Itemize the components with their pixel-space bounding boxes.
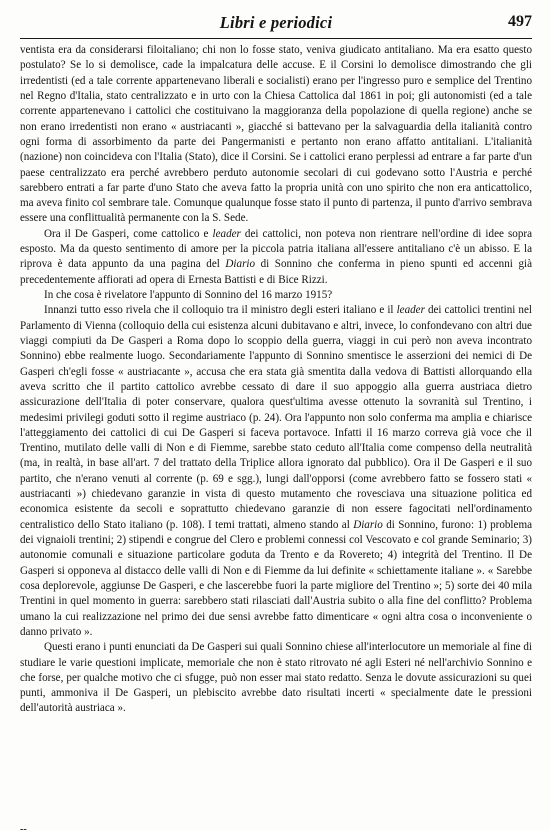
paragraph xyxy=(20,640,532,717)
paragraph xyxy=(20,43,532,227)
text-run: dei cattolici trentini nel Parlamento di Vienna (colloquio della cui esistenza alcuni dubitavano e altri, invece, lo confondevano con altri due viaggi compiuti da De Gasperi a Roma dopo lo scoppio della guerra, viaggi in cui però non aveva incontrato Sonnino) ebbe realmente luogo. Secondariamente l'appunto di Sonnino smentisce le asserzioni dei nemici di De Gasperi ch'egli fosse « austriacante », accusa che era stata già smentita dalla vedova di Battisti allorquando ella aveva scritto che il partito cattolico avrebbe cessato di dare il suo appoggio alla guerra austriaca dietro assicurazione dell'Italia di poter conservare, qualora quest'ultima avesse ottenuto la sovranità sul Trentino, i medesimi privilegi goduti sotto il regime austriaco (p. 24). Ora l'appunto non solo conferma ma amplia e chiarisce l'atteggiamento dei cattolici di cui De Gasperi si faceva portavoce. Infatti il 16 marzo correva già voce che il Trentino, mutilato delle valli di Non e di Fiemme, sarebbe stato ceduto all'Italia come compenso della neutralità (ma, in realtà, in base all'art. 7 del trattato della Triplice allora ignorato dal pubblico). Ora il De Gasperi e il suo partito, che n'erano venuti al corrente (p. 69 e sgg.), lungi dall'opporsi (come avrebbero fatto se fossero stati « austriacanti ») chiedevano garanzie in vista di questo mutamento che rovesciava una situazione politica ed economica esistente da secoli e soprattutto chiedevano garanzie di non essere fagocitati nell'ordinamento centralistico dello Stato italiano (p. 108). I temi trattati, almeno stando al xyxy=(20,304,532,531)
italic-term: leader xyxy=(396,304,425,317)
paragraph xyxy=(20,303,532,640)
text-run: Ora il De Gasperi, come cattolico e xyxy=(44,227,213,240)
body-text xyxy=(20,43,532,717)
text-run: di Sonnino che conferma in pieno spunti ed accenni già precedentemente affiorati ad opera di Ernesta Battisti e di Bice Rizzi. xyxy=(20,258,532,286)
paragraph xyxy=(20,227,532,288)
header-rule xyxy=(20,38,532,39)
running-title: Libri e periodici xyxy=(219,13,333,32)
footnote-mark: ‑‑ xyxy=(20,824,27,835)
text-run: di Sonnino, furono: 1) problema dei vignaioli trentini; 2) stipendi e congrue del Clero e problemi connessi col Vescovato e col grande Seminario; 3) autonomie comunali e situazione particolare goduta da Trento e da Rovereto; 4) integrità del Trentino. Il De Gasperi si opponeva al distacco delle valli di Non e di Fiemme da lui definite « schiettamente italiane ». « Sarebbe cosa deplorevole, aggiunse De Gasperi, e che lascerebbe fuori la parte migliore del Trentino »; 5) sorte dei 40 mila Trentini in quel momento in guerra: sarebbero stati rilasciati dall'Austria subito o alla fine del conflitto? Problema umano la cui realizzazione nel primo dei due sensi avrebbe fatto dimenticare « ogni altra cosa o inconveniente o danno privato ». xyxy=(20,518,532,638)
text-run: Questi erano i punti enunciati da De Gasperi sui quali Sonnino chiese all'interlocutore un memoriale al fine di studiare le varie questioni implicate, memoriale che non è stato ritrovato né agli Esteri né nell'archivio Sonnino e che forse, per qualche motivo che ci sfugge, può non esser mai stato redatto. Senza le dovute assicurazioni su quei punti, ammoniva il De Gasperi, un plebiscito avrebbe dato risultati incerti « specialmente date le pressioni dell'autorità austriaca ». xyxy=(20,641,532,715)
text-run: In che cosa è rivelatore l'appunto di Sonnino del 16 marzo 1915? xyxy=(44,289,333,301)
running-header xyxy=(20,13,532,35)
text-run: ventista era da considerarsi filoitaliano; chi non lo fosse stato, veniva giudicato antitaliano. Ma era esatto questo postulato? Se lo si demolisce, cade la impalcatura delle accuse. E il Corsini lo demolisce dimostrando che gli irredentisti (ed a tale corrente appartenevano liberali e socialisti) erano per l'ingresso puro e semplice del Trentino nel Regno d'Italia, stato centralizzato e in urto con la Chiesa Cattolica dal 1861 in poi; gli autonomisti (ed a tale corrente appartenevano i cattolici che costituivano la maggioranza della popolazione di quella regione) anche se non erano irredentisti non erano « austriacanti », giacché si battevano per la salvaguardia della italianità contro ogni forma di assorbimento da parte dei Pangermanisti e pertanto non erano affatto antitaliani. L'italianità (nazione) non coincideva con l'Italia (Stato), dice il Corsini. Se i cattolici erano perplessi ad entrare a far parte d'un paese centralizzato era perché avrebbero perduto autonomie secolari di cui godevano sotto l'Austria e perché sarebbero entrati a far parte d'uno Stato che aveva fatto la propria unità con uno spirito che non era anticattolico, ma aveva finito col sembrare tale. Comunque qualunque fosse stato il punto di partenza, il punto d'arrivo sembrava essere una conflittualità permanente con la S. Sede. xyxy=(20,44,532,225)
italic-term: Diario xyxy=(225,258,256,271)
text-run: dei cattolici, non poteva non rientrare nell'ordine di idee sopra esposto. Ma da questo sentimento di amore per la piccola patria italiana all'essere antitaliano c'è un abisso. E la riprova è data appunto da una pagina del xyxy=(20,227,532,271)
page-number: 497 xyxy=(508,13,532,30)
italic-term: Diario xyxy=(353,518,383,531)
italic-term: leader xyxy=(212,227,241,240)
text-run: Innanzi tutto esso rivela che il colloquio tra il ministro degli esteri italiano e il xyxy=(44,304,397,317)
paragraph xyxy=(20,288,532,303)
